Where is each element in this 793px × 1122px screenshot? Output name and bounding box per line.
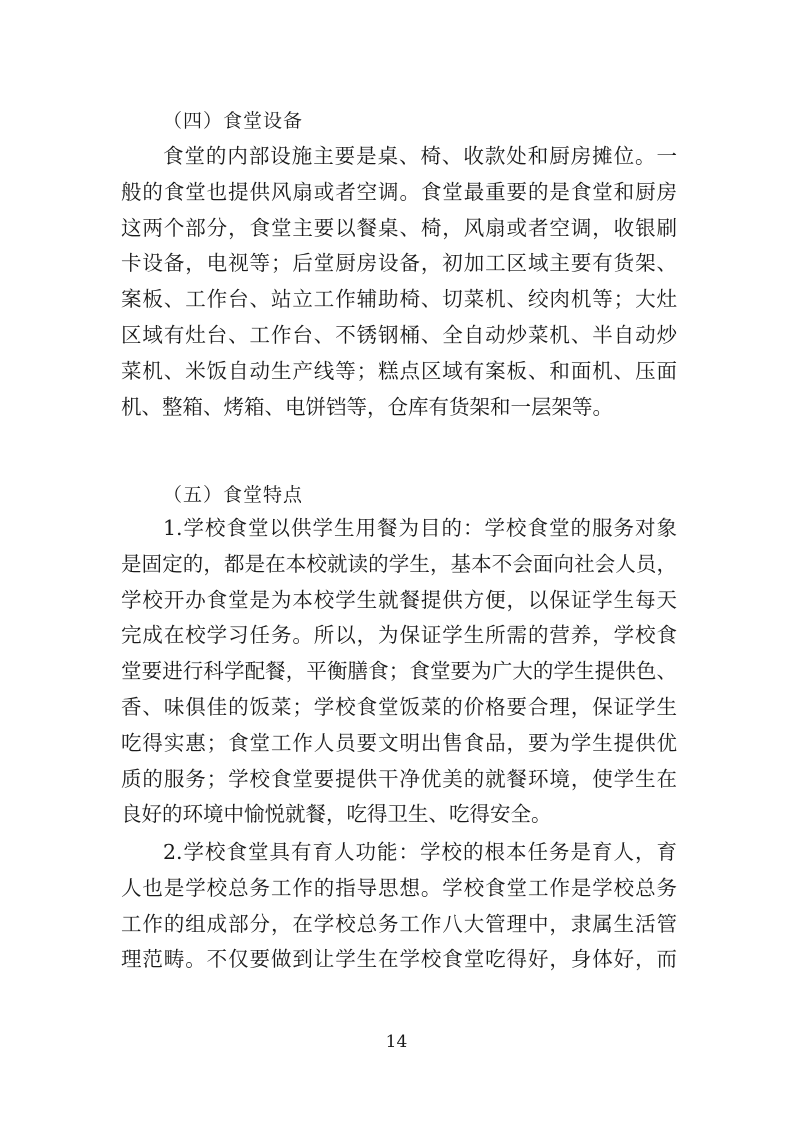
text-line: 案板、工作台、站立工作辅助椅、切菜机、绞肉机等；大灶 — [121, 287, 677, 312]
text-line: 人也是学校总务工作的指导思想。学校食堂工作是学校总务 — [121, 875, 677, 900]
text-line: 食堂的内部设施主要是桌、椅、收款处和厨房摊位。一 — [163, 144, 677, 168]
text-line: 工作的组成部分，在学校总务工作八大管理中，隶属生活管 — [121, 911, 677, 936]
text-line: 菜机、米饭自动生产线等；糕点区域有案板、和面机、压面 — [121, 358, 677, 383]
page-number: 14 — [385, 1032, 408, 1052]
section-heading-features: （五）食堂特点 — [163, 484, 304, 506]
section-heading-equipment: （四）食堂设备 — [163, 110, 304, 132]
text-line: 理范畴。不仅要做到让学生在学校食堂吃得好，身体好，而 — [121, 947, 677, 972]
text-line: 机、整箱、烤箱、电饼铛等，仓库有货架和一层架等。 — [121, 394, 613, 419]
text-line: 1.学校食堂以供学生用餐为目的：学校食堂的服务对象 — [163, 516, 677, 540]
text-line: 般的食堂也提供风扇或者空调。食堂最重要的是食堂和厨房 — [121, 179, 677, 204]
text-line: 区域有灶台、工作台、不锈钢桶、全自动炒菜机、半自动炒 — [121, 322, 677, 347]
paragraph-point-2 — [121, 835, 677, 978]
text-line: 这两个部分，食堂主要以餐桌、椅，风扇或者空调，收银刷 — [121, 215, 677, 240]
text-line: 吃得实惠；食堂工作人员要文明出售食品，要为学生提供优 — [121, 730, 677, 755]
text-line: 学校开办食堂是为本校学生就餐提供方便，以保证学生每天 — [121, 587, 677, 612]
text-line: 香、味俱佳的饭菜；学校食堂饭菜的价格要合理，保证学生 — [121, 694, 677, 719]
text-line: 良好的环境中愉悦就餐，吃得卫生、吃得安全。 — [121, 802, 552, 827]
text-line: 卡设备，电视等；后堂厨房设备，初加工区域主要有货架、 — [121, 251, 677, 276]
text-line: 是固定的，都是在本校就读的学生，基本不会面向社会人员， — [121, 551, 677, 576]
text-line: 堂要进行科学配餐，平衡膳食；食堂要为广大的学生提供色、 — [121, 659, 677, 684]
paragraph-point-1 — [121, 511, 677, 833]
text-line: 2.学校食堂具有育人功能：学校的根本任务是育人，育 — [163, 840, 677, 864]
text-line: 完成在校学习任务。所以，为保证学生所需的营养，学校食 — [121, 623, 677, 648]
text-line: 质的服务；学校食堂要提供干净优美的就餐环境，使学生在 — [121, 766, 677, 791]
paragraph-equipment — [121, 139, 677, 425]
